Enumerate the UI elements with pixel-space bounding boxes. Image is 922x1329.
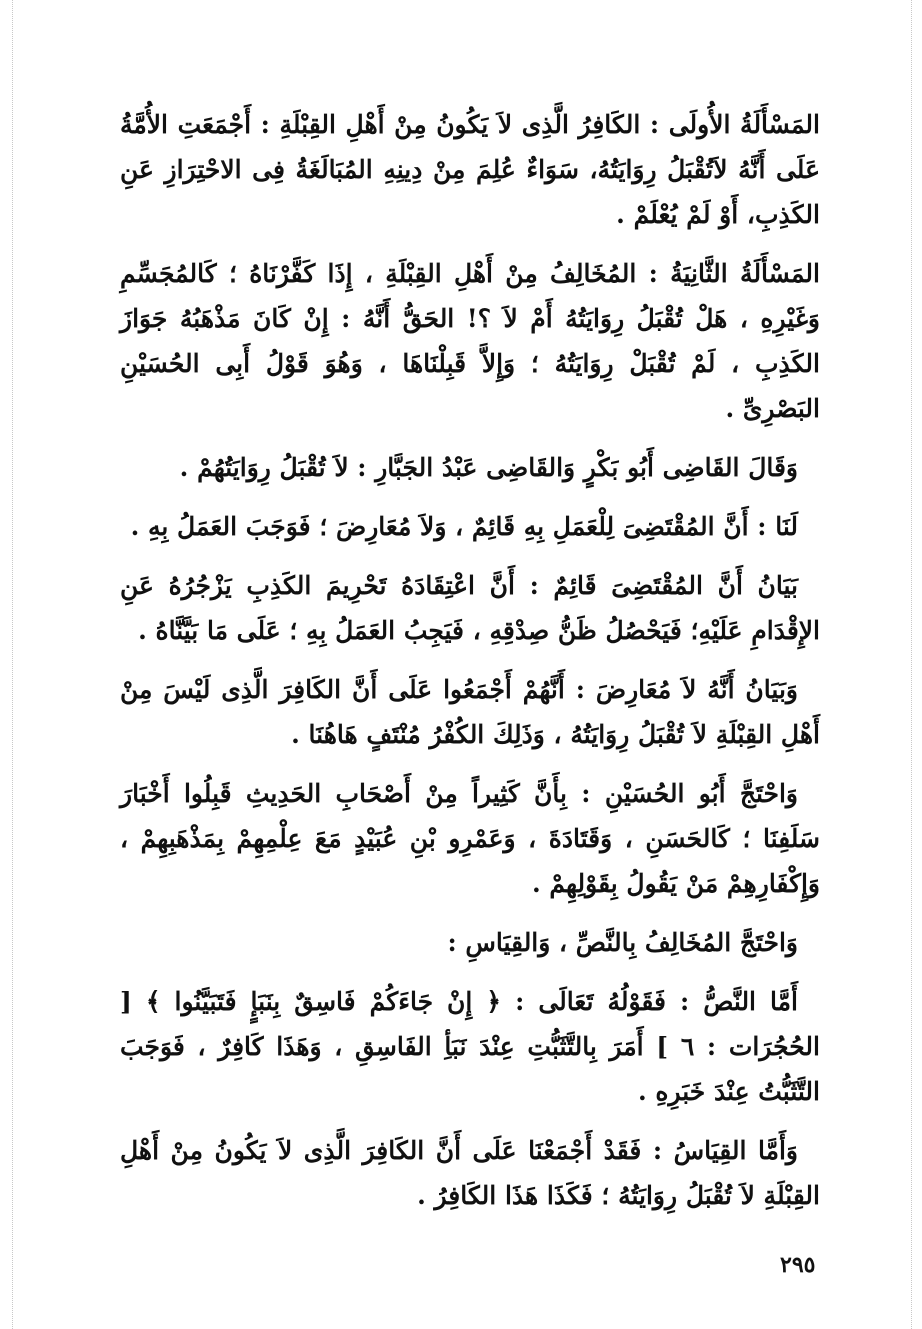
text-line: قَبِلْنَاهَا ، وَهُوَ قَوْلُ أَبِى الحُسَيْنِ البَصْرِىِّ . — [120, 349, 820, 423]
paragraph — [120, 920, 820, 965]
text-line: فَيَحْصُلُ ظَنُّ صِدْقِهِ ، فَيَجِبُ العَمَلُ بِهِ ؛ عَلَى مَا بَيَّنَّاهُ . — [138, 616, 682, 645]
text-line: كَالحَسَنِ ، وَقَتَادَةَ ، وَعَمْرِو بْنِ عُبَيْدٍ مَعَ عِلْمِهِمْ بِمَذْهَبِهِمْ ، وَإِكْفَارِهِمْ مَنْ يَقُولُ — [120, 824, 820, 898]
scan-edge-right — [911, 0, 912, 1329]
paragraph — [120, 1128, 820, 1218]
page-body — [120, 102, 820, 1232]
text-line: رِوَايَتُهُ أَمْ لاَ ؟! الحَقُّ أَنَّهُ : إِنْ كَانَ مَذْهَبُهُ جَوَازَ الكَذِبِ ، لَمْ تُقْبَلْ رِوَايَتُهُ ؛ وَإِلاَّ — [120, 304, 820, 378]
paragraph — [120, 667, 820, 757]
text-line: لَنَا : أَنَّ المُقْتَضِىَ لِلْعَمَلِ بِهِ قَائِمٌ ، وَلاَ مُعَارِضَ ؛ فَوَجَبَ العَمَلُ بِهِ . — [130, 512, 798, 541]
page-number: ٢٩٥ — [780, 1252, 816, 1278]
text-line: بِقَوْلِهِمْ . — [531, 869, 618, 898]
paragraph — [120, 504, 820, 549]
paragraph — [120, 102, 820, 237]
text-line: رِوَايَتُهُ ؛ فَكَذَا هَذَا الكَافِرُ . — [417, 1181, 678, 1210]
paragraph — [120, 979, 820, 1114]
text-line: أَمَّا النَّصُّ : فَقَوْلُهُ تَعَالَى : ﴿ إِنْ جَاءَكُمْ فَاسِقٌ بِنَبَإٍ فَتَبَيَّنُوا ﴾ [ الحُجُرَات : ٦ ] — [120, 987, 820, 1061]
paragraph — [120, 251, 820, 431]
scan-edge-left — [12, 0, 13, 1329]
text-line: وَاحْتَجَّ أَبُو الحُسَيْنِ : بِأَنَّ كَثِيراً مِنْ أَصْحَابِ الحَدِيثِ قَبِلُوا أَخْبَارَ سَلَفِنَا ؛ — [120, 779, 820, 853]
text-line: المَسْأَلَةُ الأُولَى : الكَافِرُ الَّذِى لاَ يَكُونُ مِنْ أَهْلِ القِبْلَةِ : أَجْمَعَتِ الأُمَّةُ عَلَى أَنَّهُ — [120, 110, 820, 184]
text-line: وَاحْتَجَّ المُخَالِفُ بِالنَّصِّ ، وَالقِيَاسِ : — [447, 928, 798, 957]
text-line: وَبَيَانُ أَنَّهُ لاَ مُعَارِضَ : أَنَّهُمْ أَجْمَعُوا عَلَى أَنَّ الكَافِرَ الَّذِى لَيْسَ مِنْ أَهْلِ القِبْلَةِ — [120, 675, 820, 749]
text-line: المَسْأَلَةُ الثَّانِيَةُ : المُخَالِفُ مِنْ أَهْلِ القِبْلَةِ ، إِذَا كَفَّرْنَاهُ ؛ كَالمُجَسِّمِ وَغَيْرِهِ ، هَلْ تُقْبَلُ — [120, 259, 820, 333]
text-line: وَأَمَّا القِيَاسُ : فَقَدْ أَجْمَعْنَا عَلَى أَنَّ الكَافِرَ الَّذِى لاَ يَكُونُ مِنْ أَهْلِ القِبْلَةِ لاَ تُقْبَلُ — [120, 1136, 820, 1210]
paragraph — [120, 771, 820, 906]
paragraph — [120, 563, 820, 653]
text-line: بَيَانُ أَنَّ المُقْتَضِىَ قَائِمٌ : أَنَّ اعْتِقَادَهُ تَحْرِيمَ الكَذِبِ يَزْجُرُهُ عَنِ الإِقْدَامِ عَلَيْهِ؛ — [120, 571, 820, 645]
text-line: لاَ تُقْبَلُ رِوَايَتُهُ ، وَذَلِكَ الكُفْرُ مُنْتَفٍ هَاهُنَا . — [291, 720, 708, 749]
paragraph — [120, 445, 820, 490]
text-line: وَقَالَ القَاضِى أَبُو بَكْرٍ وَالقَاضِى عَبْدُ الجَبَّارِ : لاَ تُقْبَلُ رِوَايَتُهُمْ . — [179, 453, 798, 482]
text-line: لاَتُقْبَلُ رِوَايَتُهُ، سَوَاءٌ عُلِمَ مِنْ دِينِهِ المُبَالَغَةُ فِى الاحْتِرَازِ عَنِ الكَذِبِ، أَوْ لَمْ يُعْلَمْ . — [120, 155, 820, 229]
text-line: أَمَرَ بِالتَّثَبُّتِ عِنْدَ نَبَأِ الفَاسِقِ ، وَهَذَا كَافِرٌ ، فَوَجَبَ التَّثَبُّتُ عِنْدَ خَبَرِهِ . — [120, 1032, 820, 1106]
